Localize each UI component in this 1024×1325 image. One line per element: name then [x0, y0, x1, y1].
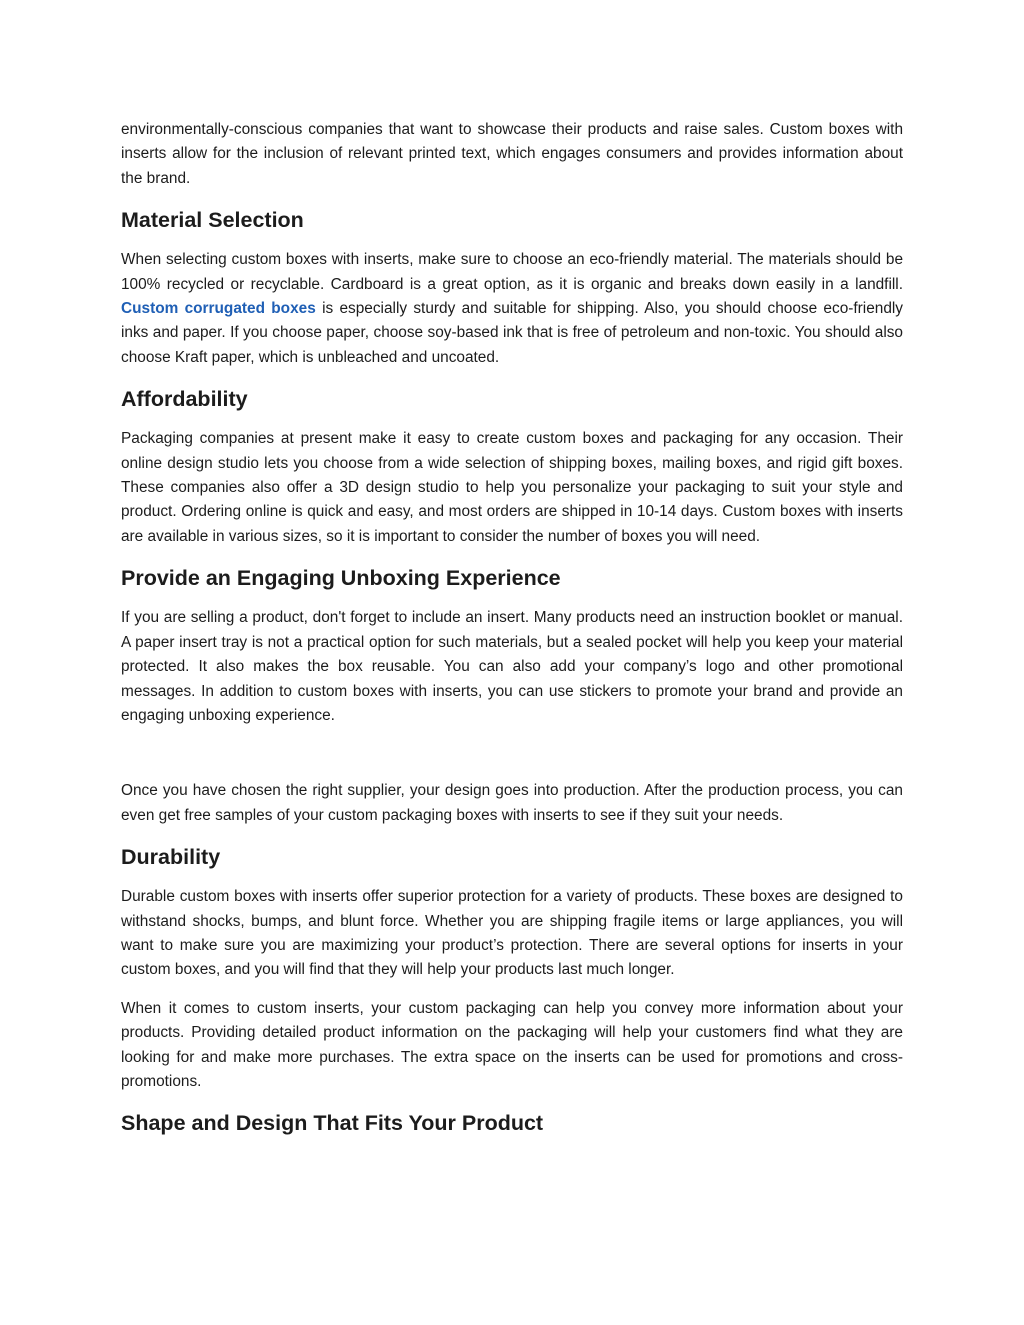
material-selection-paragraph: [121, 248, 903, 370]
intro-paragraph: environmentally-conscious companies that want to showcase their products and raise sales. Custom boxes with inserts allow for the inclusion of relevant printed text, which engages consumers and provides information about the brand.: [121, 121, 903, 187]
material-text-before-link: When selecting custom boxes with inserts, make sure to choose an eco-friendly material. The materials should be 100% recycled or recyclable. Cardboard is a great option, as it is organic and breaks down easily in a landfill.: [121, 251, 903, 293]
durability-paragraph: Durable custom boxes with inserts offer superior protection for a variety of products. These boxes are designed to withstand shocks, bumps, and blunt force. Whether you are shipping fragile items or large appliances, you will want to make sure you are maximizing your product’s protection. There are several options for inserts in your custom boxes, and you will find that they will help your products last much longer.: [121, 888, 903, 979]
custom-inserts-paragraph: When it comes to custom inserts, your custom packaging can help you convey more information about your products. Providing detailed product information on the packaging will help your customers find what they are looking for and make more purchases. The extra space on the inserts can be used for promotions and cross-promotions.: [121, 999, 903, 1090]
unboxing-paragraph: If you are selling a product, don't forget to include an insert. Many products need an instruction booklet or manual. A paper insert tray is not a practical option for such materials, but a sealed pocket will help you keep your material protected. It also makes the box reusable. You can also add your company’s logo and other promotional messages. In addition to custom boxes with inserts, you can use stickers to promote your brand and provide an engaging unboxing experience.: [121, 609, 903, 724]
heading-unboxing-experience: Provide an Engaging Unboxing Experience: [121, 566, 561, 591]
heading-durability: Durability: [121, 845, 221, 870]
heading-shape-and-design: Shape and Design That Fits Your Product: [121, 1111, 544, 1136]
document-page: [121, 118, 903, 1137]
material-text-after-link: is especially sturdy and suitable for shipping. Also, you should choose eco-friendly inks and paper. If you choose paper, choose soy-based ink that is free of petroleum and non-toxic. You should also choose Kraft paper, which is unbleached and uncoated.: [121, 300, 903, 366]
affordability-paragraph: Packaging companies at present make it easy to create custom boxes and packaging for any occasion. Their online design studio lets you choose from a wide selection of shipping boxes, mailing boxes, and rigid gift boxes. These companies also offer a 3D design studio to help you personalize your packaging to suit your style and product. Ordering online is quick and easy, and most orders are shipped in 10-14 days. Custom boxes with inserts are available in various sizes, so it is important to consider the number of boxes you will need.: [121, 430, 903, 545]
custom-corrugated-boxes-link[interactable]: Custom corrugated boxes: [121, 300, 316, 318]
supplier-paragraph: Once you have chosen the right supplier, your design goes into production. After the production process, you can even get free samples of your custom packaging boxes with inserts to see if they suit your needs.: [121, 782, 903, 824]
heading-affordability: Affordability: [121, 387, 248, 412]
heading-material-selection: Material Selection: [121, 208, 304, 233]
